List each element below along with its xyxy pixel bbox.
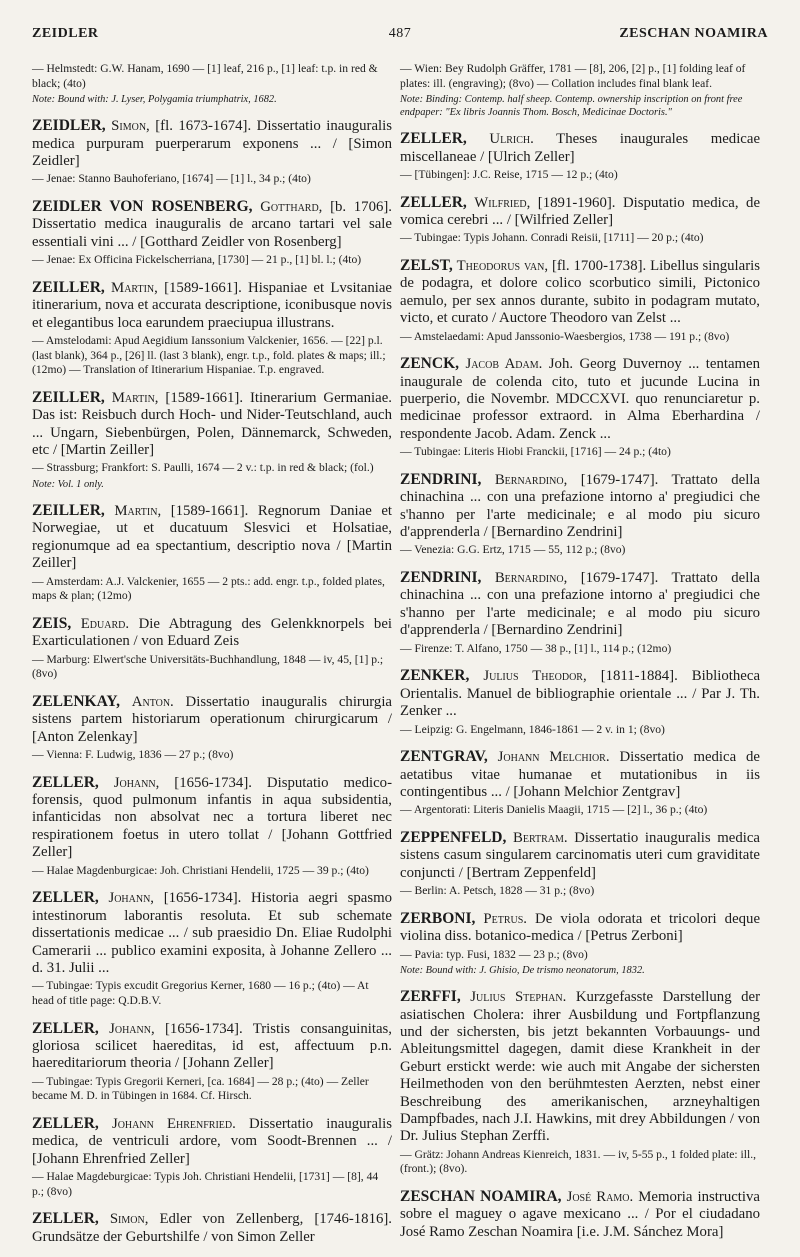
entry-given-name: Bertram.	[512, 829, 568, 846]
entry-imprint: — [Tübingen]: J.C. Reise, 1715 — 12 p.; (4to)	[400, 168, 618, 181]
running-head-left: ZEIDLER	[32, 26, 99, 41]
entry-heading	[400, 257, 760, 328]
entry-heading	[32, 279, 392, 332]
entry-heading	[32, 117, 392, 170]
entry-title: Edler von Zellenberg, [1746-1816]. Grundsätze der Geburtshilfe / von Simon Zeller	[32, 1211, 392, 1245]
entry-title: [1589-1661]. Hispaniae et Lvsitaniae itinerarium, nova et accurata descriptione, iconibusque novis et elegantibus loca earundem praeciupua illustrans.	[32, 279, 392, 331]
entry-surname: ZEIDLER,	[32, 117, 106, 135]
entry-note: Note: Bound with: J. Lyser, Polygamia triumphatrix, 1682.	[32, 94, 277, 106]
entry-given-name: Johann Melchior.	[497, 749, 610, 766]
left-column	[32, 60, 392, 1257]
entry-title: [b. 1706]. Dissertatio medica inauguralis de arcano tartari vel sale essentiali vini ... / [Gotthard Zeidler von Rosenberg]	[32, 199, 392, 250]
catalog-entry	[400, 667, 760, 737]
entry-imprint: — Helmstedt: G.W. Hanam, 1690 — [1] leaf, 216 p., [1] leaf: t.p. in red & black; (4to)	[32, 62, 378, 90]
entry-title: Dissertatio inauguralis chirurgia sistens partem historiarum operationum chirurgicarum / [Anton Zelenkay]	[32, 693, 392, 745]
entry-heading	[32, 389, 392, 460]
entry-title: [1679-1747]. Trattato della chinachina ... con una prefazione intorno a' pregiudici che s'hanno per l'arte medicinale; e al modo piu sicuro d'apprenderla / [Bernardino Zendrini]	[400, 471, 761, 541]
entry-surname: ZERBONI,	[400, 909, 476, 927]
catalog-entry	[32, 889, 392, 1008]
entry-given-name: Johann,	[108, 890, 155, 907]
entry-surname: ZERFFI,	[400, 988, 461, 1006]
entry-heading	[32, 502, 392, 573]
entry-title: [1679-1747]. Trattato della chinachina ... con una prefazione intorno a' pregiudici che s'hanno per l'arte medicinale; e al modo piu sicuro d'apprenderla / [Bernardino Zendrini]	[400, 570, 761, 639]
catalog-entry	[32, 615, 392, 682]
entry-given-name: Martin,	[111, 389, 159, 406]
entry-heading	[400, 194, 760, 230]
catalog-entry	[32, 774, 392, 879]
entry-imprint: — Berlin: A. Petsch, 1828 — 31 p.; (8vo)	[400, 884, 595, 898]
entry-imprint: — Tubingae: Literis Hiobi Franckii, [1716] — 24 p.; (4to)	[400, 445, 671, 459]
right-column	[400, 60, 760, 1252]
entry-heading	[32, 1115, 392, 1168]
entry-title: Die Abtragung des Gelenkknorpels bei Exarticulationen / von Eduard Zeis	[32, 615, 392, 650]
entry-surname: ZEILLER,	[32, 502, 105, 520]
entry-imprint: — Wien: Bey Rudolph Gräffer, 1781 — [8], 206, [2] p., [1] folding leaf of plates: ill. (engraving); (8vo) — Collation includes final blank leaf.	[400, 62, 746, 90]
entry-surname: ZEPPENFELD,	[400, 828, 507, 846]
entry-title: Dissertatio inauguralis medica sistens casum singularem carcinomatis uteri cum graviditate conjuncti / [Bertram Zeppenfeld]	[400, 829, 760, 881]
entry-note: Note: Bound with: J. Ghisio, De trismo neonatorum, 1832.	[400, 965, 645, 977]
entry-title: Memoria instructiva sobre el maguey o agave mexicano ... / Por el ciudadano José Ramo Zeschan Noamira [i.e. J.M. Sánchez Mora]	[400, 1188, 760, 1240]
entry-title: [1811-1884]. Bibliotheca Orientalis. Manuel de bibliographie orientale ... / Par J. Th. Zenker ...	[400, 668, 761, 720]
entry-imprint: — Jenae: Ex Officina Fickelscherriana, [1730] — 21 p., [1] bl. l.; (4to)	[32, 253, 362, 267]
entry-title: Joh. Georg Duvernoy ... tentamen inaugurale de colenda cito, tuto et jucunde Lucina in puerperio, die Novembr. MDCCXVI. quo renunciaretur p. medicinae professor extraord. in Alma Eberhardina / respondente Jacob. Adam. Zenck ...	[400, 356, 761, 442]
entry-imprint: — Halae Magdenburgicae: Joh. Christiani Hendelii, 1725 — 39 p.; (4to)	[32, 863, 369, 877]
entry-note: Note: Binding: Contemp. half sheep. Contemp. ownership inscription on front free endpaper: "Ex libris Joannis Thom. Bosch, Medicinae Doctoris."	[400, 94, 743, 119]
catalog-entry	[400, 194, 760, 246]
entry-surname: ZELLER,	[400, 193, 467, 211]
entry-given-name: Johann Ehrenfried.	[111, 1115, 236, 1132]
entry-heading	[32, 889, 392, 977]
entry-given-name: Simon,	[111, 118, 150, 135]
entry-title: Dissertatio medica de aetatibus vitae humanae et mutationibus in iis contingentibus ... / [Johann Melchior Zentgrav]	[400, 749, 761, 800]
entry-heading	[32, 198, 392, 251]
entry-title: Dissertatio inauguralis medica, de ventriculi ardore, vom Soodt-Brennen ... / [Johann Ehrenfried Zeller]	[32, 1115, 393, 1167]
entry-imprint: — Vienna: F. Ludwig, 1836 — 27 p.; (8vo)	[32, 748, 234, 762]
entry-surname: ZELLER,	[32, 1019, 99, 1037]
entry-given-name: José Ramo.	[566, 1188, 634, 1205]
catalog-entry	[32, 279, 392, 378]
entry-surname: ZEILLER,	[32, 388, 105, 406]
entry-surname: ZEILLER,	[32, 278, 105, 296]
entry-imprint: — Tubingae: Typis Johann. Conradi Reisii, [1711] — 20 p.; (4to)	[400, 231, 704, 245]
catalog-entry	[400, 257, 760, 344]
entry-title: [fl. 1673-1674]. Dissertatio inauguralis medica purpuram puerperarum exponens ... / [Simon Zeidler]	[32, 118, 392, 169]
entry-surname: ZELST,	[400, 257, 453, 274]
entry-title: [1656-1734]. Disputatio medico-forensis, quod pulmonum infantis in aqua subsidentia, infanticidas non absolvat nec a tortura liberet nec respirationem foetus in utero tollat / [Johann Gottfried Zeller]	[32, 774, 393, 861]
entry-imprint: — Amstelodami: Apud Aegidium Ianssonium Valckenier, 1656. — [22] p.l. (last blank), 364 p., [26] ll. (last 3 blank), engr. t.p., fold. plates & maps; ill.; (12mo) — Translation of Itinerarium Hispaniae. T.p. engraved.	[32, 334, 386, 377]
entry-imprint: — Firenze: T. Alfano, 1750 — 38 p., [1] l., 114 p.; (12mo)	[400, 641, 672, 655]
entry-heading	[400, 910, 760, 946]
entry-surname: ZELLER,	[32, 889, 99, 907]
entry-heading	[400, 667, 760, 720]
entry-title: [1589-1661]. Itinerarium Germaniae. Das ist: Reisbuch durch Hoch- und Nider-Teutschland, auch ... Ungarn, Siebenbürgen, Polen, Dännemarck, Schweden, etc / [Martin Zeiller]	[32, 389, 392, 459]
entry-title: [1656-1734]. Tristis consanguinitas, gloriosa scilicet haereditas, id est, affectuum p.n. haereditariorum theoria / [Johann Zeller]	[32, 1020, 392, 1072]
entry-imprint: — Tubingae: Typis excudit Gregorius Kerner, 1680 — 16 p.; (4to) — At head of title page: Q.D.B.V.	[32, 979, 369, 1007]
catalog-entry	[400, 988, 760, 1177]
entry-given-name: Martin,	[111, 279, 158, 296]
entry-title: [1589-1661]. Regnorum Daniae et Norwegiae, ut et ducatuum Slesvici et Holsatiae, regionumque ad ea spectantium, descriptio nova / [Martin Zeiller]	[32, 503, 393, 572]
entry-heading	[32, 615, 392, 651]
entry-surname: ZENTGRAV,	[400, 748, 488, 766]
catalog-entry	[32, 389, 392, 491]
entry-given-name: Bernardino,	[494, 570, 568, 587]
catalog-entry	[32, 502, 392, 604]
entry-heading	[400, 130, 760, 166]
entry-title: [1891-1960]. Disputatio medica, de vomica cerebri ... / [Wilfried Zeller]	[400, 194, 761, 228]
entry-heading	[32, 1210, 392, 1246]
catalog-entry	[32, 1210, 392, 1246]
entry-surname: ZEIDLER VON ROSENBERG,	[32, 198, 253, 215]
entry-surname: ZELLER,	[400, 130, 467, 148]
running-head	[32, 26, 768, 48]
entry-surname: ZELLER,	[32, 773, 99, 791]
entry-heading	[400, 829, 760, 882]
entry-heading	[400, 748, 760, 801]
entry-imprint: — Halae Magdeburgicae: Typis Joh. Christiani Hendelii, [1731] — [8], 44 p.; (8vo)	[32, 1170, 379, 1198]
entry-given-name: Julius Stephan.	[470, 989, 567, 1006]
entry-imprint: — Argentorati: Literis Danielis Maagii, 1715 — [2] l., 36 p.; (4to)	[400, 803, 708, 817]
entry-given-name: Bernardino,	[494, 471, 568, 488]
running-head-right: ZESCHAN NOAMIRA	[619, 26, 768, 41]
entry-given-name: Johann,	[109, 1020, 155, 1037]
entry-given-name: Julius Theodor,	[483, 668, 587, 685]
entry-surname: ZELLER,	[32, 1114, 99, 1132]
entry-title: [fl. 1700-1738]. Libellus singularis de podagra, et dolore colico scorbutico simili, Pictonico aemulo, per sex annos durante, subito in podagram mutato, victo, et curato / Auctore Theodoro van Zelst ...	[400, 258, 761, 327]
catalog-entry	[400, 910, 760, 977]
entry-heading	[400, 471, 760, 542]
entry-surname: ZEIS,	[32, 614, 72, 632]
entry-imprint: — Amstelaedami: Apud Janssonio-Waesbergios, 1738 — 191 p.; (8vo)	[400, 329, 730, 343]
entry-given-name: Ulrich.	[489, 131, 534, 148]
entry-given-name: Jacob Adam.	[465, 356, 543, 373]
entry-imprint: — Jenae: Stanno Bauhoferiano, [1674] — [1] l., 34 p.; (4to)	[32, 172, 311, 186]
entry-given-name: Wilfried,	[474, 194, 531, 211]
entry-heading	[32, 774, 392, 862]
entry-heading	[400, 1188, 760, 1241]
entry-imprint: — Leipzig: G. Engelmann, 1846-1861 — 2 v. in 1; (8vo)	[400, 722, 665, 736]
entry-surname: ZENKER,	[400, 667, 470, 685]
entry-heading	[400, 988, 760, 1146]
entry-given-name: Martin,	[114, 503, 162, 520]
catalog-entry	[32, 1115, 392, 1199]
entry-given-name: Petrus.	[483, 910, 528, 927]
entry-given-name: Gotthard,	[260, 199, 323, 215]
catalog-entry	[400, 748, 760, 818]
page-number: 487	[388, 26, 412, 41]
entry-surname: ZENDRINI,	[400, 470, 482, 488]
entry-heading	[32, 1020, 392, 1073]
entry-surname: ZESCHAN NOAMIRA,	[400, 1187, 562, 1205]
entry-surname: ZENDRINI,	[400, 569, 482, 587]
catalog-entry	[400, 62, 760, 119]
entry-imprint: — Marburg: Elwert'sche Universitäts-Buchhandlung, 1848 — iv, 45, [1] p.; (8vo)	[32, 652, 384, 681]
catalog-entry	[32, 117, 392, 187]
entry-imprint: — Pavia: typ. Fusi, 1832 — 23 p.; (8vo)	[400, 947, 588, 961]
catalog-entry	[32, 693, 392, 763]
entry-given-name: Anton.	[131, 693, 174, 710]
entry-note: Note: Vol. 1 only.	[32, 479, 104, 491]
entry-imprint: — Grätz: Johann Andreas Kienreich, 1831. — iv, 5-55 p., 1 folded plate: ill., (front.); (8vo).	[400, 1147, 756, 1176]
catalog-entry	[32, 1020, 392, 1104]
entry-heading	[400, 569, 760, 640]
entry-given-name: Eduard.	[80, 615, 130, 632]
entry-given-name: Johann,	[113, 774, 160, 791]
catalog-entry	[400, 130, 760, 182]
catalog-entry	[32, 198, 392, 268]
entry-surname: ZELLER,	[32, 1210, 99, 1228]
catalog-entry	[400, 471, 760, 558]
entry-heading	[32, 693, 392, 746]
catalog-entry	[32, 62, 392, 106]
entry-given-name: Simon,	[109, 1211, 149, 1228]
entry-surname: ZENCK,	[400, 355, 459, 373]
entry-given-name: Theodorus van,	[456, 258, 549, 274]
entry-imprint: — Venezia: G.G. Ertz, 1715 — 55, 112 p.; (8vo)	[400, 543, 626, 557]
catalog-entry	[400, 355, 760, 460]
entry-surname: ZELENKAY,	[32, 692, 121, 710]
entry-imprint: — Strassburg; Frankfort: S. Paulli, 1674 — 2 v.: t.p. in red & black; (fol.)	[32, 461, 374, 475]
entry-title: De viola odorata et tricolori deque violina diss. botanico-medica / [Petrus Zerboni]	[400, 910, 761, 945]
entry-imprint: — Amsterdam: A.J. Valckenier, 1655 — 2 pts.: add. engr. t.p., folded plates, maps & plan; (12mo)	[32, 574, 385, 603]
entry-imprint: — Tubingae: Typis Gregorii Kerneri, [ca. 1684] — 28 p.; (4to) — Zeller became M. D. in Tübingen in 1684. Cf. Hirsch.	[32, 1074, 369, 1103]
catalog-entry	[400, 829, 760, 899]
catalog-entry	[400, 569, 760, 656]
entry-heading	[400, 355, 760, 443]
entry-title: [1656-1734]. Historia aegri spasmo intestinorum laborantis resoluta. Et sub schemate dissertationis medicae ... / sub praesidio Dn. Eliae Rudolphi Camerarii ... publico examini exposita, à Johanne Zellero ... d. 31. Julii ...	[32, 890, 392, 976]
catalog-entry	[400, 1188, 760, 1241]
entry-title: Theses inaugurales medicae miscellaneae / [Ulrich Zeller]	[400, 131, 761, 165]
entry-title: Kurzgefasste Darstellung der asiatischen Cholera: ihrer Ausbildung und Fortpflanzung und der sichersten, bis jetzt bekannten Vorbauungs- und Ableitungsmittel dagegen, damit diese Krankheit in der Geburt erstickt werde: wie auch mit Angabe der sichersten Heilmethoden von den berühmtesten Aerzten, nebst einer Beschreibung des amerikanischen, arzneyhaltigen Dampfbades, nach J.I. Hawkins, mit drey Abbildungen / von Dr. Julius Stephan Zerffi.	[400, 989, 760, 1145]
